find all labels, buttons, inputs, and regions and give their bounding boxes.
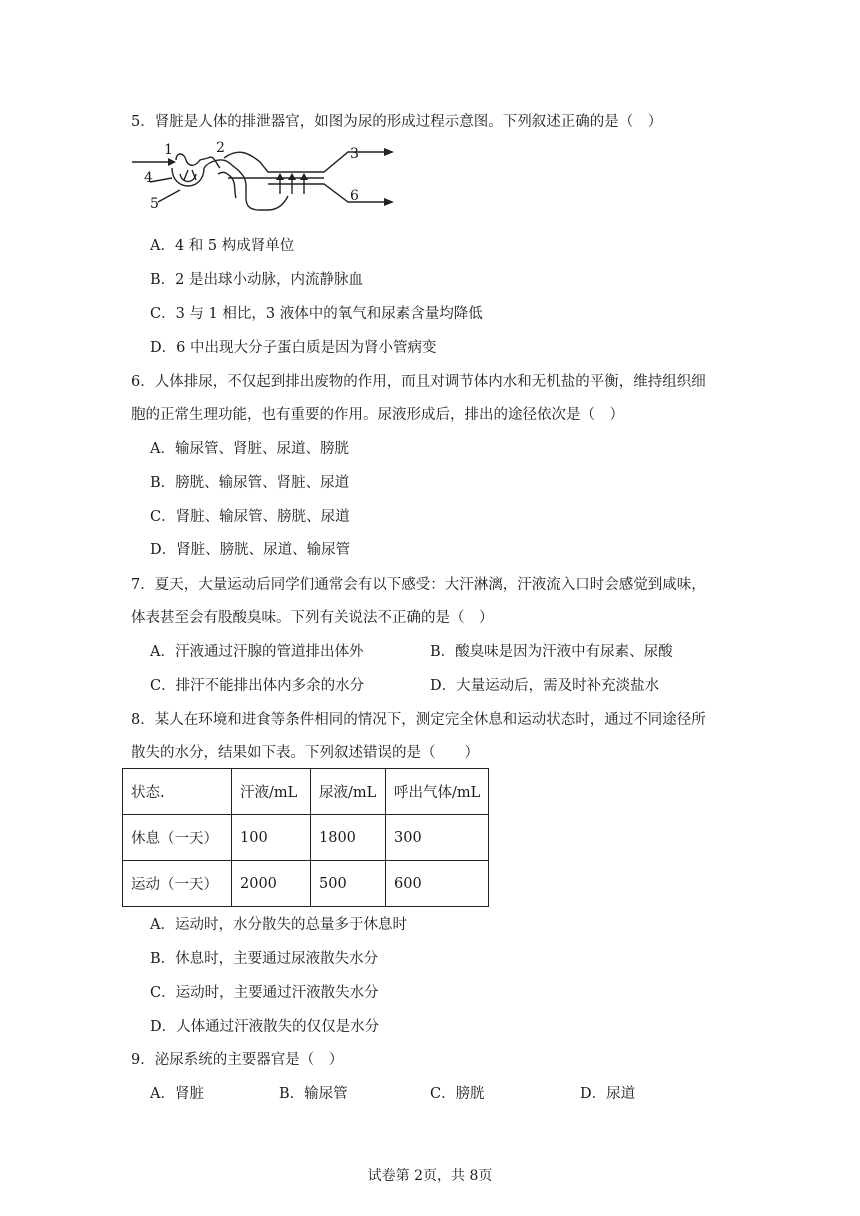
diagram-label-1: 1 xyxy=(164,142,173,158)
table-header-cell: 呼出气体/mL xyxy=(386,769,489,815)
q7-option-a[interactable]: A．汗液通过汗腺的管道排出体外 xyxy=(150,644,364,660)
q8-stem-line1: 8．某人在环境和进食等条件相同的情况下，测定完全休息和运动状态时，通过不同途径所 xyxy=(131,712,706,728)
diagram-label-3: 3 xyxy=(350,146,359,162)
q8-option-c[interactable]: C．运动时，主要通过汗液散失水分 xyxy=(150,985,379,1001)
table-row xyxy=(123,861,489,907)
q5-option-d[interactable]: D．6 中出现大分子蛋白质是因为肾小管病变 xyxy=(150,340,437,356)
q9-option-a[interactable]: A．肾脏 xyxy=(150,1086,204,1102)
q7-stem-line2: 体表甚至会有股酸臭味。下列有关说法不正确的是（ ） xyxy=(131,610,494,626)
diagram-label-6: 6 xyxy=(350,188,359,204)
table-header-cell: 汗液/mL xyxy=(232,769,311,815)
q6-option-a[interactable]: A．输尿管、肾脏、尿道、膀胱 xyxy=(150,441,349,457)
q5-stem: 5．肾脏是人体的排泄器官，如图为尿的形成过程示意图。下列叙述正确的是（ ） xyxy=(131,114,663,130)
q5-option-b[interactable]: B．2 是出球小动脉，内流静脉血 xyxy=(150,272,363,288)
table-cell: 休息（一天） xyxy=(123,815,232,861)
q9-stem: 9．泌尿系统的主要器官是（ ） xyxy=(131,1052,344,1068)
water-loss-table xyxy=(122,768,489,907)
page-footer: 试卷第 2页，共 8页 xyxy=(367,1168,493,1184)
q7-option-b[interactable]: B．酸臭味是因为汗液中有尿素、尿酸 xyxy=(430,644,673,660)
q8-option-d[interactable]: D．人体通过汗液散失的仅仅是水分 xyxy=(150,1019,380,1035)
q7-option-c[interactable]: C．排汗不能排出体内多余的水分 xyxy=(150,678,365,694)
table-header-row xyxy=(123,769,489,815)
q5-option-a[interactable]: A．4 和 5 构成肾单位 xyxy=(150,238,295,254)
q6-stem-line2: 胞的正常生理功能，也有重要的作用。尿液形成后，排出的途径依次是（ ） xyxy=(131,407,624,423)
q9-option-c[interactable]: C．膀胱 xyxy=(430,1086,485,1102)
diagram-label-5: 5 xyxy=(150,196,159,212)
q6-option-c[interactable]: C．肾脏、输尿管、膀胱、尿道 xyxy=(150,509,350,525)
table-header-cell: 尿液/mL xyxy=(311,769,386,815)
table-row xyxy=(123,815,489,861)
table-cell: 500 xyxy=(311,861,386,907)
table-header-cell: 状态. xyxy=(123,769,232,815)
table-cell: 运动（一天） xyxy=(123,861,232,907)
q7-stem-line1: 7．夏天，大量运动后同学们通常会有以下感受：大汗淋漓，汗液流入口时会感觉到咸味， xyxy=(131,577,706,593)
nephron-diagram xyxy=(128,138,398,224)
table-cell: 2000 xyxy=(232,861,311,907)
q9-option-d[interactable]: D．尿道 xyxy=(580,1086,636,1102)
q8-option-b[interactable]: B．休息时，主要通过尿液散失水分 xyxy=(150,951,379,967)
table-cell: 600 xyxy=(386,861,489,907)
table-cell: 1800 xyxy=(311,815,386,861)
diagram-label-4: 4 xyxy=(144,170,153,186)
q8-stem-line2: 散失的水分，结果如下表。下列叙述错误的是（ ） xyxy=(131,745,479,761)
table-cell: 300 xyxy=(386,815,489,861)
table-cell: 100 xyxy=(232,815,311,861)
q6-option-d[interactable]: D．肾脏、膀胱、尿道、输尿管 xyxy=(150,542,351,558)
q9-option-b[interactable]: B．输尿管 xyxy=(279,1086,348,1102)
diagram-label-2: 2 xyxy=(216,140,225,156)
q5-option-c[interactable]: C．3 与 1 相比，3 液体中的氧气和尿素含量均降低 xyxy=(150,306,483,322)
q8-option-a[interactable]: A．运动时，水分散失的总量多于休息时 xyxy=(150,917,407,933)
q6-stem-line1: 6．人体排尿，不仅起到排出废物的作用，而且对调节体内水和无机盐的平衡，维持组织细 xyxy=(131,374,706,390)
q6-option-b[interactable]: B．膀胱、输尿管、肾脏、尿道 xyxy=(150,475,350,491)
q7-option-d[interactable]: D．大量运动后，需及时补充淡盐水 xyxy=(430,678,660,694)
